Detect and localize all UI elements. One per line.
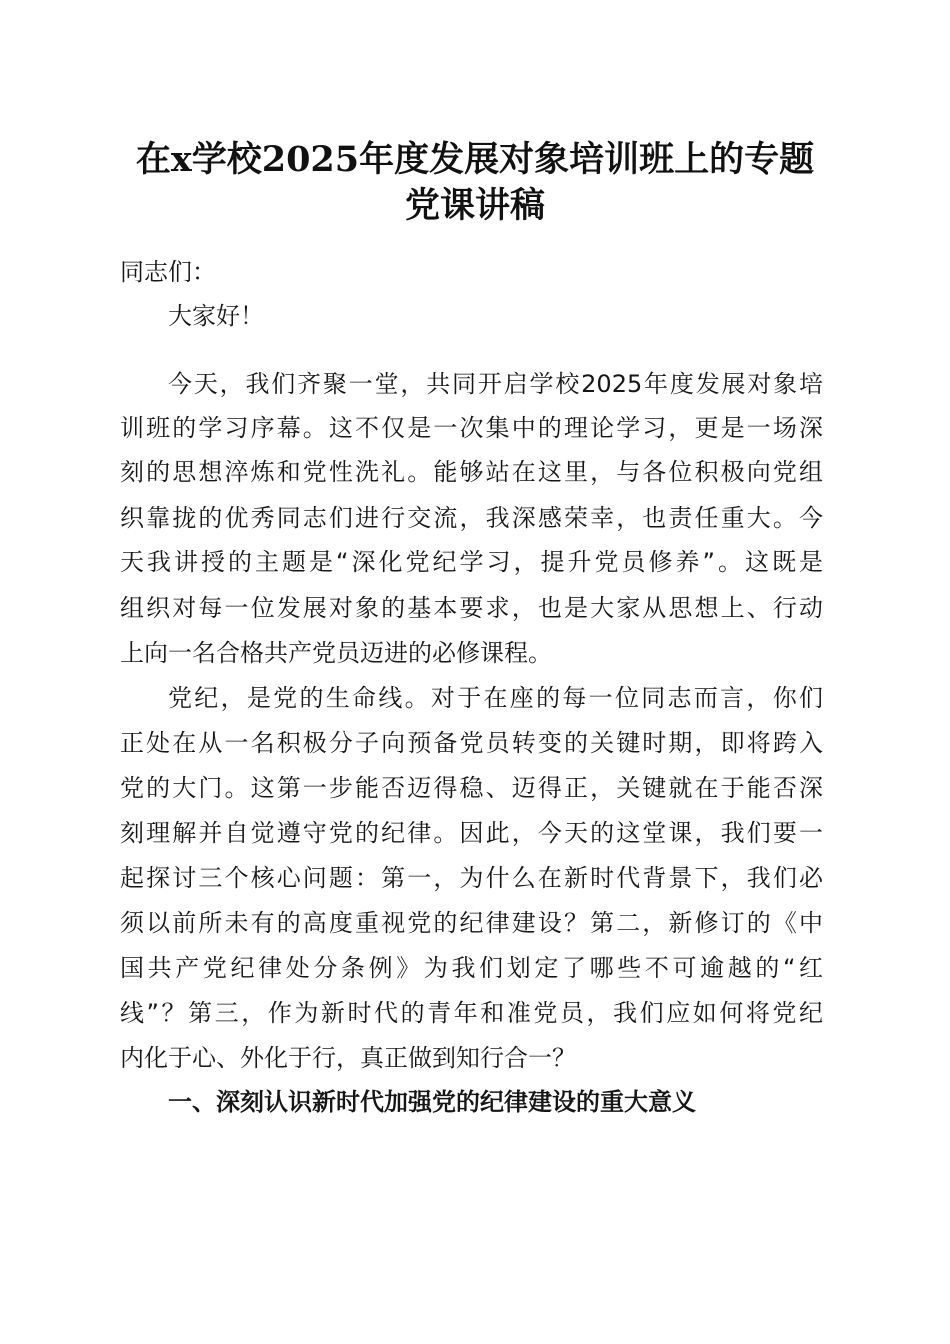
- salutation: 同志们：: [120, 258, 216, 286]
- paragraph-2-line: 正处在从一名积极分子向预备党员转变的关键时期，即将跨入: [120, 729, 823, 757]
- document-title-line-1: 在x学校2025年度发展对象培训班上的专题: [135, 139, 815, 180]
- paragraph-2-line: 内化于心、外化于行，真正做到知行合一？: [120, 1044, 576, 1072]
- paragraph-2-line: 国共产党纪律处分条例》为我们划定了哪些不可逾越的“红: [120, 954, 823, 982]
- paragraph-1-line: 组织对每一位发展对象的基本要求，也是大家从思想上、行动: [120, 594, 823, 622]
- paragraph-2-line: 线”？第三，作为新时代的青年和准党员，我们应如何将党纪: [120, 999, 823, 1027]
- paragraph-1-line: 今天，我们齐聚一堂，共同开启学校2025年度发展对象培: [168, 370, 823, 398]
- paragraph-1-line: 刻的思想淬炼和党性洗礼。能够站在这里，与各位积极向党组: [120, 458, 823, 486]
- greeting: 大家好！: [168, 302, 264, 330]
- paragraph-2-line: 刻理解并自觉遵守党的纪律。因此，今天的这堂课，我们要一: [120, 819, 823, 847]
- paragraph-2-line: 党的大门。这第一步能否迈得稳、迈得正，关键就在于能否深: [120, 774, 823, 802]
- paragraph-1-line: 织靠拢的优秀同志们进行交流，我深感荣幸，也责任重大。今: [120, 504, 823, 532]
- paragraph-2-line: 起探讨三个核心问题：第一，为什么在新时代背景下，我们必: [120, 864, 823, 892]
- paragraph-1-line: 训班的学习序幕。这不仅是一次集中的理论学习，更是一场深: [120, 414, 823, 442]
- paragraph-1-line: 上向一名合格共产党员迈进的必修课程。: [120, 639, 552, 667]
- section-heading: 一、深刻认识新时代加强党的纪律建设的重大意义: [168, 1088, 696, 1116]
- document-title-line-2: 党课讲稿: [404, 185, 545, 226]
- paragraph-2-line: 须以前所未有的高度重视党的纪律建设？第二，新修订的《中: [120, 909, 823, 937]
- paragraph-2-line: 党纪，是党的生命线。对于在座的每一位同志而言，你们: [168, 684, 823, 712]
- paragraph-1-line: 天我讲授的主题是“深化党纪学习，提升党员修养”。这既是: [120, 548, 823, 576]
